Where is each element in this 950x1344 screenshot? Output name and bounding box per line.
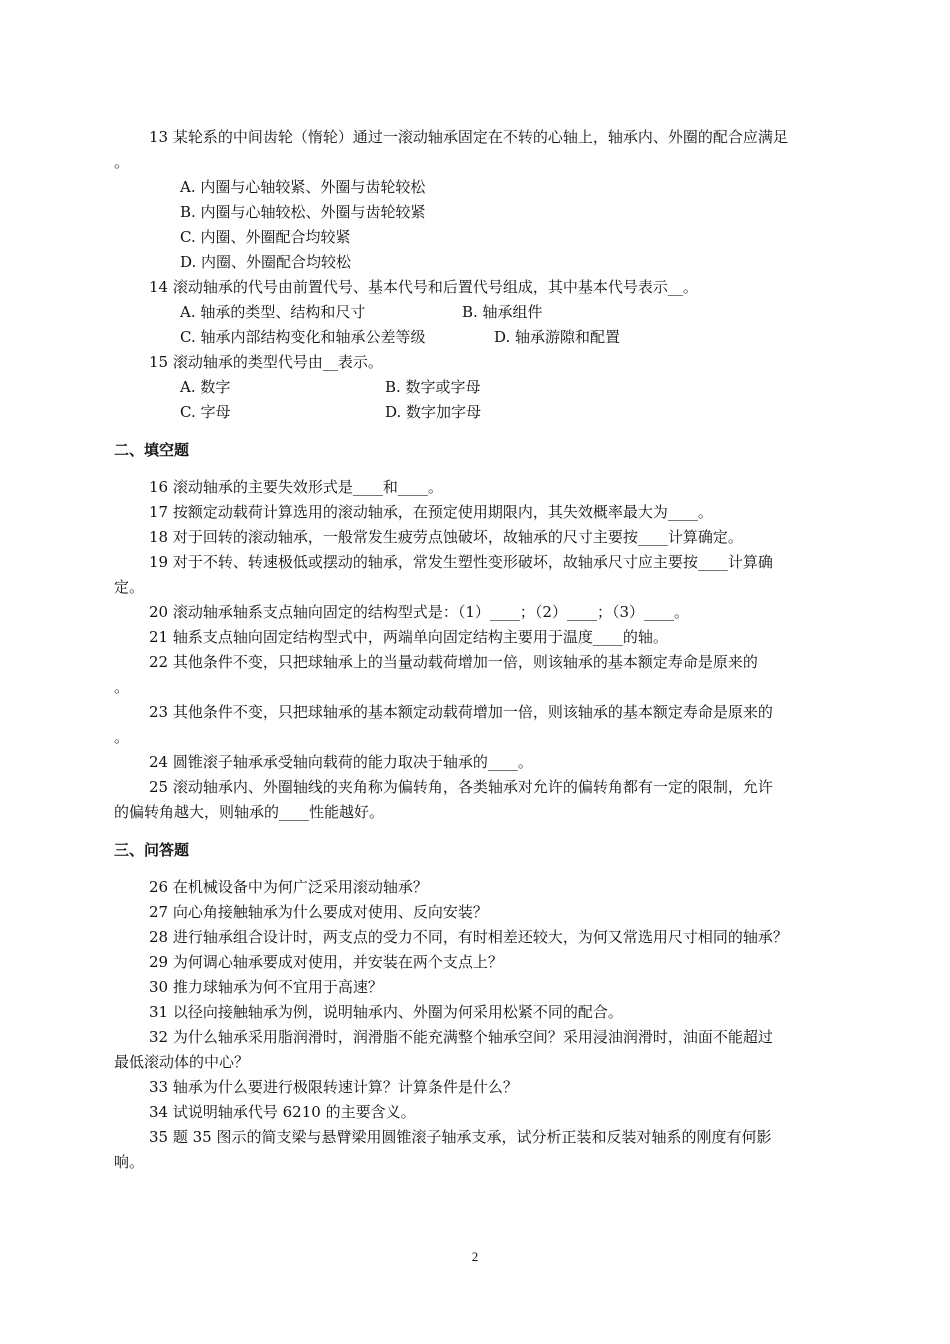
q32-line1: 32 为什么轴承采用脂润滑时，润滑脂不能充满整个轴承空间？采用浸油润滑时，油面不能超过 <box>149 1028 773 1046</box>
q33: 33 轴承为什么要进行极限转速计算？计算条件是什么？ <box>149 1078 518 1096</box>
q30: 30 推力球轴承为何不宜用于高速？ <box>149 978 383 996</box>
q13-option-a: A. 内圈与心轴较紧、外圈与齿轮较松 <box>180 178 426 196</box>
q24: 24 圆锥滚子轴承承受轴向载荷的能力取决于轴承的____。 <box>149 753 533 771</box>
q26: 26 在机械设备中为何广泛采用滚动轴承？ <box>149 878 428 896</box>
q14-option-b: B. 轴承组件 <box>462 303 543 321</box>
q14-option-c: C. 轴承内部结构变化和轴承公差等级 <box>180 328 426 346</box>
q18: 18 对于回转的滚动轴承，一般常发生疲劳点蚀破坏，故轴承的尺寸主要按____计算确定。 <box>149 528 743 546</box>
q23-line2: 。 <box>114 728 130 746</box>
q25-line2: 的偏转角越大，则轴承的____性能越好。 <box>114 803 385 821</box>
q13-option-c: C. 内圈、外圈配合均较紧 <box>180 228 351 246</box>
section-heading-qa: 三、问答题 <box>114 841 190 859</box>
q17: 17 按额定动载荷计算选用的滚动轴承，在预定使用期限内，其失效概率最大为____。 <box>149 503 713 521</box>
section-heading-fill-in: 二、填空题 <box>114 441 190 459</box>
q35-line1: 35 题 35 图示的简支梁与悬臂梁用圆锥滚子轴承支承，试分析正装和反装对轴系的刚度有何影 <box>149 1128 772 1146</box>
q14-option-d: D. 轴承游隙和配置 <box>494 328 621 346</box>
q25-line1: 25 滚动轴承内、外圈轴线的夹角称为偏转角，各类轴承对允许的偏转角都有一定的限制，允许 <box>149 778 773 796</box>
q22-line2: 。 <box>114 678 130 696</box>
q13-option-d: D. 内圈、外圈配合均较松 <box>180 253 352 271</box>
q34: 34 试说明轴承代号 6210 的主要含义。 <box>149 1103 416 1121</box>
q19-line2: 定。 <box>114 578 145 596</box>
q35-line2: 响。 <box>114 1153 145 1171</box>
q15-option-b: B. 数字或字母 <box>385 378 481 396</box>
q13-stem-end: 。 <box>114 153 130 171</box>
q20: 20 滚动轴承轴系支点轴向固定的结构型式是：（1）____；（2）____；（3）____。 <box>149 603 689 621</box>
q15-option-a: A. 数字 <box>180 378 231 396</box>
q19-line1: 19 对于不转、转速极低或摆动的轴承，常发生塑性变形破坏，故轴承尺寸应主要按____计算确 <box>149 553 773 571</box>
q15-option-d: D. 数字加字母 <box>385 403 482 421</box>
q32-line2: 最低滚动体的中心？ <box>114 1053 250 1071</box>
q13-option-b: B. 内圈与心轴较松、外圈与齿轮较紧 <box>180 203 426 221</box>
q14-stem: 14 滚动轴承的代号由前置代号、基本代号和后置代号组成，其中基本代号表示__。 <box>149 278 698 296</box>
q27: 27 向心角接触轴承为什么要成对使用、反向安装？ <box>149 903 488 921</box>
q16: 16 滚动轴承的主要失效形式是____和____。 <box>149 478 443 496</box>
page-number: 2 <box>471 1249 479 1264</box>
q13-stem: 13 某轮系的中间齿轮（惰轮）通过一滚动轴承固定在不转的心轴上，轴承内、外圈的配合应满足 <box>149 128 788 146</box>
q23-line1: 23 其他条件不变，只把球轴承的基本额定动载荷增加一倍，则该轴承的基本额定寿命是原来的 <box>149 703 773 721</box>
q15-stem: 15 滚动轴承的类型代号由__表示。 <box>149 353 383 371</box>
q29: 29 为何调心轴承要成对使用，并安装在两个支点上？ <box>149 953 503 971</box>
q31: 31 以径向接触轴承为例，说明轴承内、外圈为何采用松紧不同的配合。 <box>149 1003 623 1021</box>
q22-line1: 22 其他条件不变，只把球轴承上的当量动载荷增加一倍，则该轴承的基本额定寿命是原来的 <box>149 653 758 671</box>
q15-option-c: C. 字母 <box>180 403 231 421</box>
q14-option-a: A. 轴承的类型、结构和尺寸 <box>180 303 366 321</box>
q28: 28 进行轴承组合设计时，两支点的受力不同，有时相差还较大，为何又常选用尺寸相同的轴承？ <box>149 928 788 946</box>
q21: 21 轴系支点轴向固定结构型式中，两端单向固定结构主要用于温度____的轴。 <box>149 628 668 646</box>
